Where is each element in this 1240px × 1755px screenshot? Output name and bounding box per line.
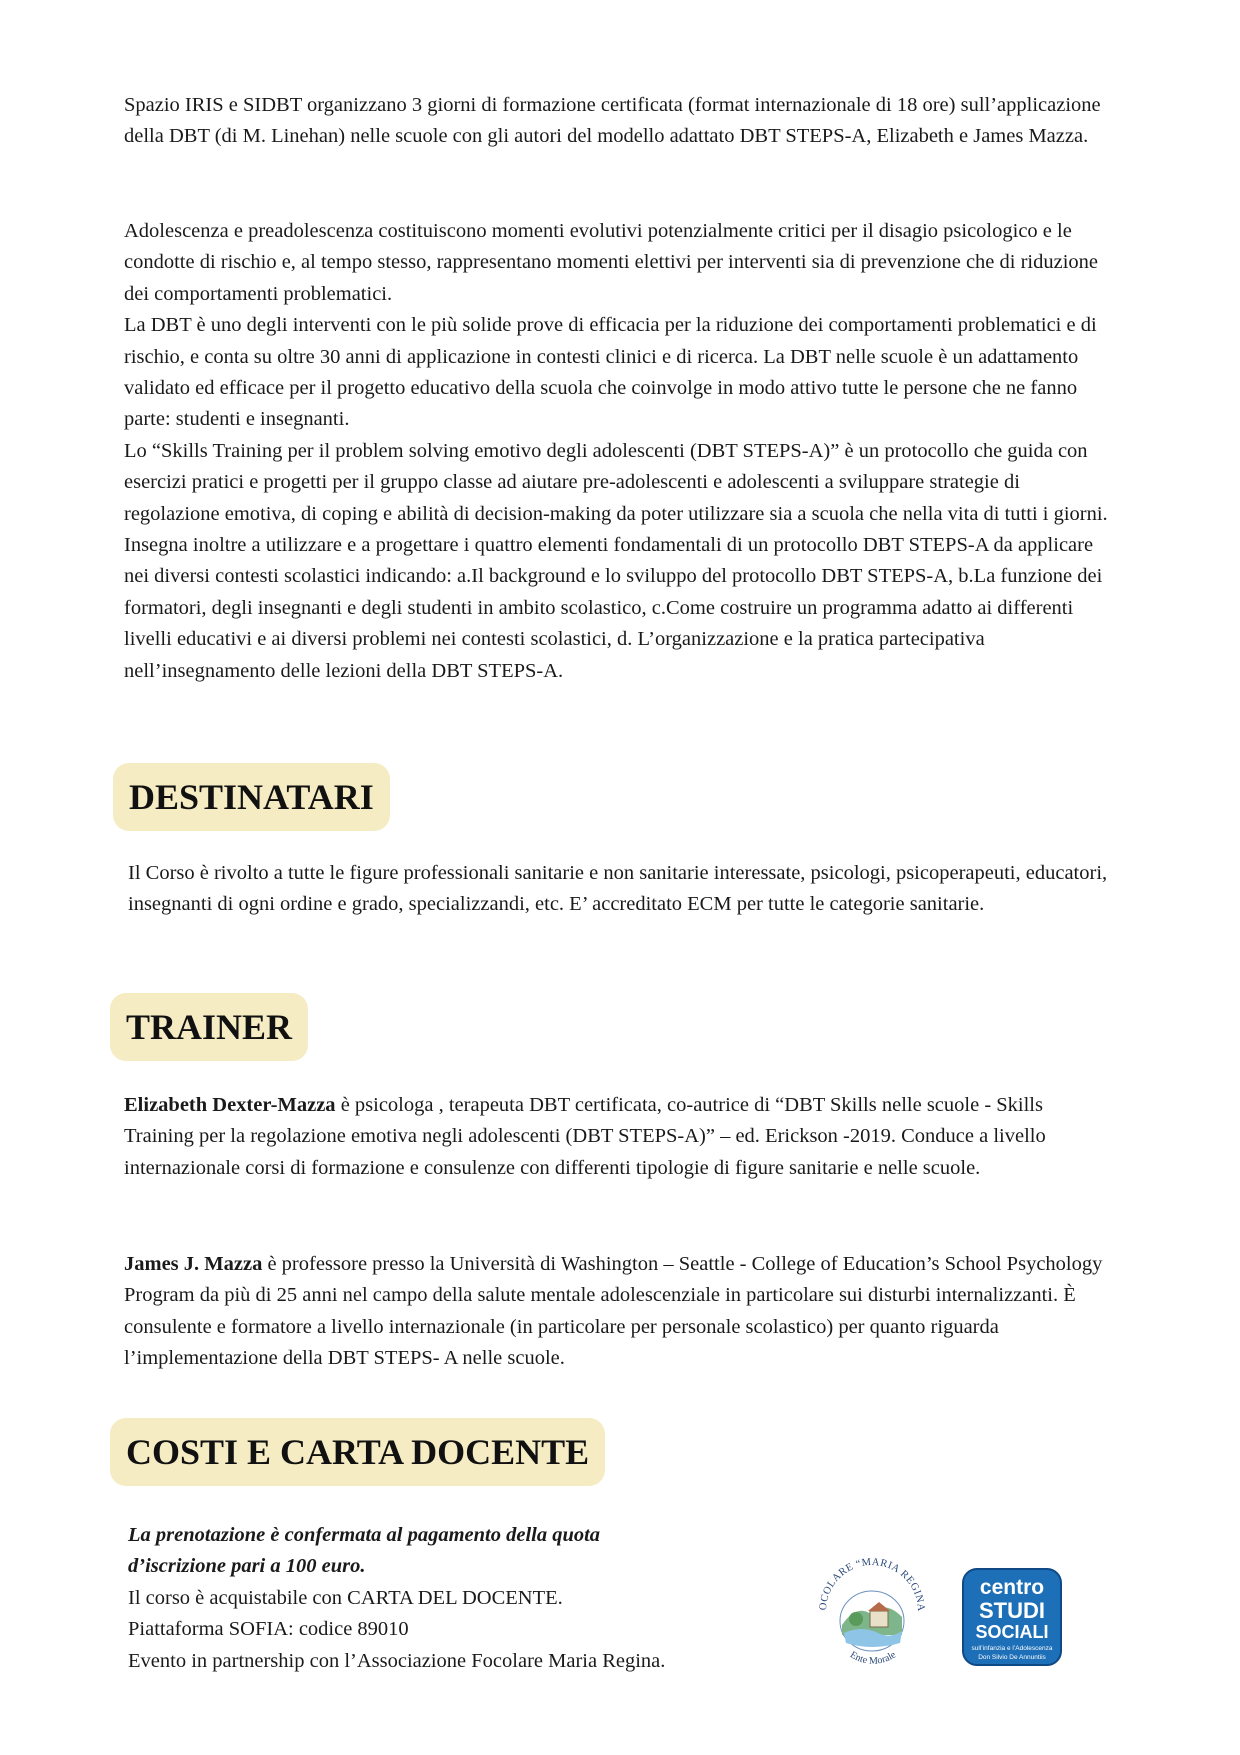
trainer-2-text: è professore presso la Università di Washington – Seattle - College of Education’s School Psychology Program da più di 25 anni nel campo della salute mentale adolescenziale in particolare sui disturbi internalizzanti. È consulente e formatore a livello internazionale (in particolare per personale scolastico) per quanto riguarda l’implementazione della DBT STEPS- A nelle scuole.: [124, 1253, 1103, 1370]
svg-text:sull’infanzia e l’Adolescenza: sull’infanzia e l’Adolescenza: [971, 1645, 1053, 1652]
trainer-2-name: James J. Mazza: [124, 1253, 263, 1275]
svg-text:Ente Morale: Ente Morale: [847, 1649, 899, 1667]
svg-text:FOCOLARE “MARIA REGINA”: OCOLARE “MARIA REGINA: [817, 1556, 927, 1612]
svg-text:centro: centro: [979, 1576, 1045, 1599]
trainer-2-paragraph: [124, 1249, 1114, 1375]
destinatari-heading: DESTINATARI: [113, 763, 390, 831]
svg-text:Don Silvio De Annuntiis: Don Silvio De Annuntiis: [978, 1654, 1046, 1661]
intro-paragraph-1: [124, 90, 1114, 153]
focolare-seal-icon: [812, 1545, 932, 1675]
centro-studi-sociali-icon: [962, 1568, 1062, 1666]
trainer-heading: TRAINER: [110, 993, 308, 1061]
trainer-1: [124, 1090, 1114, 1184]
trainer-1-name: Elizabeth Dexter-Mazza: [124, 1094, 336, 1116]
svg-text:STUDI: STUDI: [979, 1598, 1045, 1623]
costi-heading: COSTI E CARTA DOCENTE: [110, 1418, 605, 1486]
costi-line-3: Il corso è acquistabile con CARTA DEL DOCENTE.: [128, 1586, 563, 1609]
costi-line-1: La prenotazione è confermata al pagamento della quota: [128, 1524, 601, 1546]
intro-text-2: Adolescenza e preadolescenza costituiscono momenti evolutivi potenzialmente critici per il disagio psicologico e le condotte di rischio e, al tempo stesso, rappresentano momenti elettivi per interventi sia di prevenzione che di riduzione dei comportamenti problematici.: [124, 220, 1099, 305]
costi-line-5: Evento in partnership con l’Associazione Focolare Maria Regina.: [128, 1649, 666, 1672]
costi-line-2: d’iscrizione pari a 100 euro.: [128, 1555, 366, 1578]
intro-text-3: La DBT è uno degli interventi con le più solide prove di efficacia per la riduzione dei comportamenti problematici e di rischio, e conta su oltre 30 anni di applicazione in contesti clinici e di ricerca. La DBT nelle scuole è un adattamento validato ed efficace per il progetto educativo della scuola che coinvolge in modo attivo tutte le persone che ne fanno parte: studenti e insegnanti.: [124, 314, 1097, 431]
costi-line-4: Piattaforma SOFIA: codice 89010: [128, 1618, 409, 1641]
svg-text:SOCIALI: SOCIALI: [975, 1622, 1049, 1642]
destinatari-section: [128, 858, 1108, 921]
destinatari-text: Il Corso è rivolto a tutte le figure professionali sanitarie e non sanitarie interessate, psicologi, psicoperapeuti, educatori, insegnanti di ogni ordine e grado, specializzandi, etc. E’ accreditato ECM per tutte le categorie sanitarie.: [128, 862, 1108, 916]
intro-text-4: Lo “Skills Training per il problem solving emotivo degli adolescenti (DBT STEPS-A)” è un protocollo che guida con esercizi pratici e progetti per il gruppo classe ad aiutare pre-adolescenti e adolescenti a sviluppare strategie di regolazione emotiva, di coping e abilità di decision-making da poter utilizzare sia a scuola che nella vita di tutti i giorni. Insegna inoltre a utilizzare e a progettare i quattro elementi fondamentali di un protocollo DBT STEPS-A da applicare nei diversi contesti scolastici indicando: a.Il background e lo sviluppo del protocollo DBT STEPS-A, b.La funzione dei formatori, degli insegnanti e degli studenti in ambito scolastico, c.Come costruire un programma adatto ai differenti livelli educativi e ai diversi problemi nei contesti scolastici, d. L’organizzazione e la pratica partecipativa nell’insegnamento delle lezioni della DBT STEPS-A.: [124, 439, 1108, 682]
centro-studi-sociali-logo: [962, 1568, 1062, 1666]
intro-section: [124, 216, 1114, 687]
focolare-logo: [812, 1545, 932, 1675]
trainer-1-paragraph: [124, 1090, 1114, 1184]
costi-section: [128, 1520, 768, 1677]
trainer-1-text: è psicologa , terapeuta DBT certificata, co-autrice di “DBT Skills nelle scuole - Skills Training per la regolazione emotiva negli adolescenti (DBT STEPS-A)” – ed. Erickson -2019. Conduce a livello internazionale corsi di formazione e consulenze con differenti tipologie di figure sanitarie e nelle scuole.: [124, 1094, 1046, 1179]
trainer-2: [124, 1249, 1114, 1375]
intro-text-1: Spazio IRIS e SIDBT organizzano 3 giorni di formazione certificata (format internazionale di 18 ore) sull’applicazione della DBT (di M. Linehan) nelle scuole con gli autori del modello adattato DBT STEPS-A, Elizabeth e James Mazza.: [124, 94, 1101, 148]
